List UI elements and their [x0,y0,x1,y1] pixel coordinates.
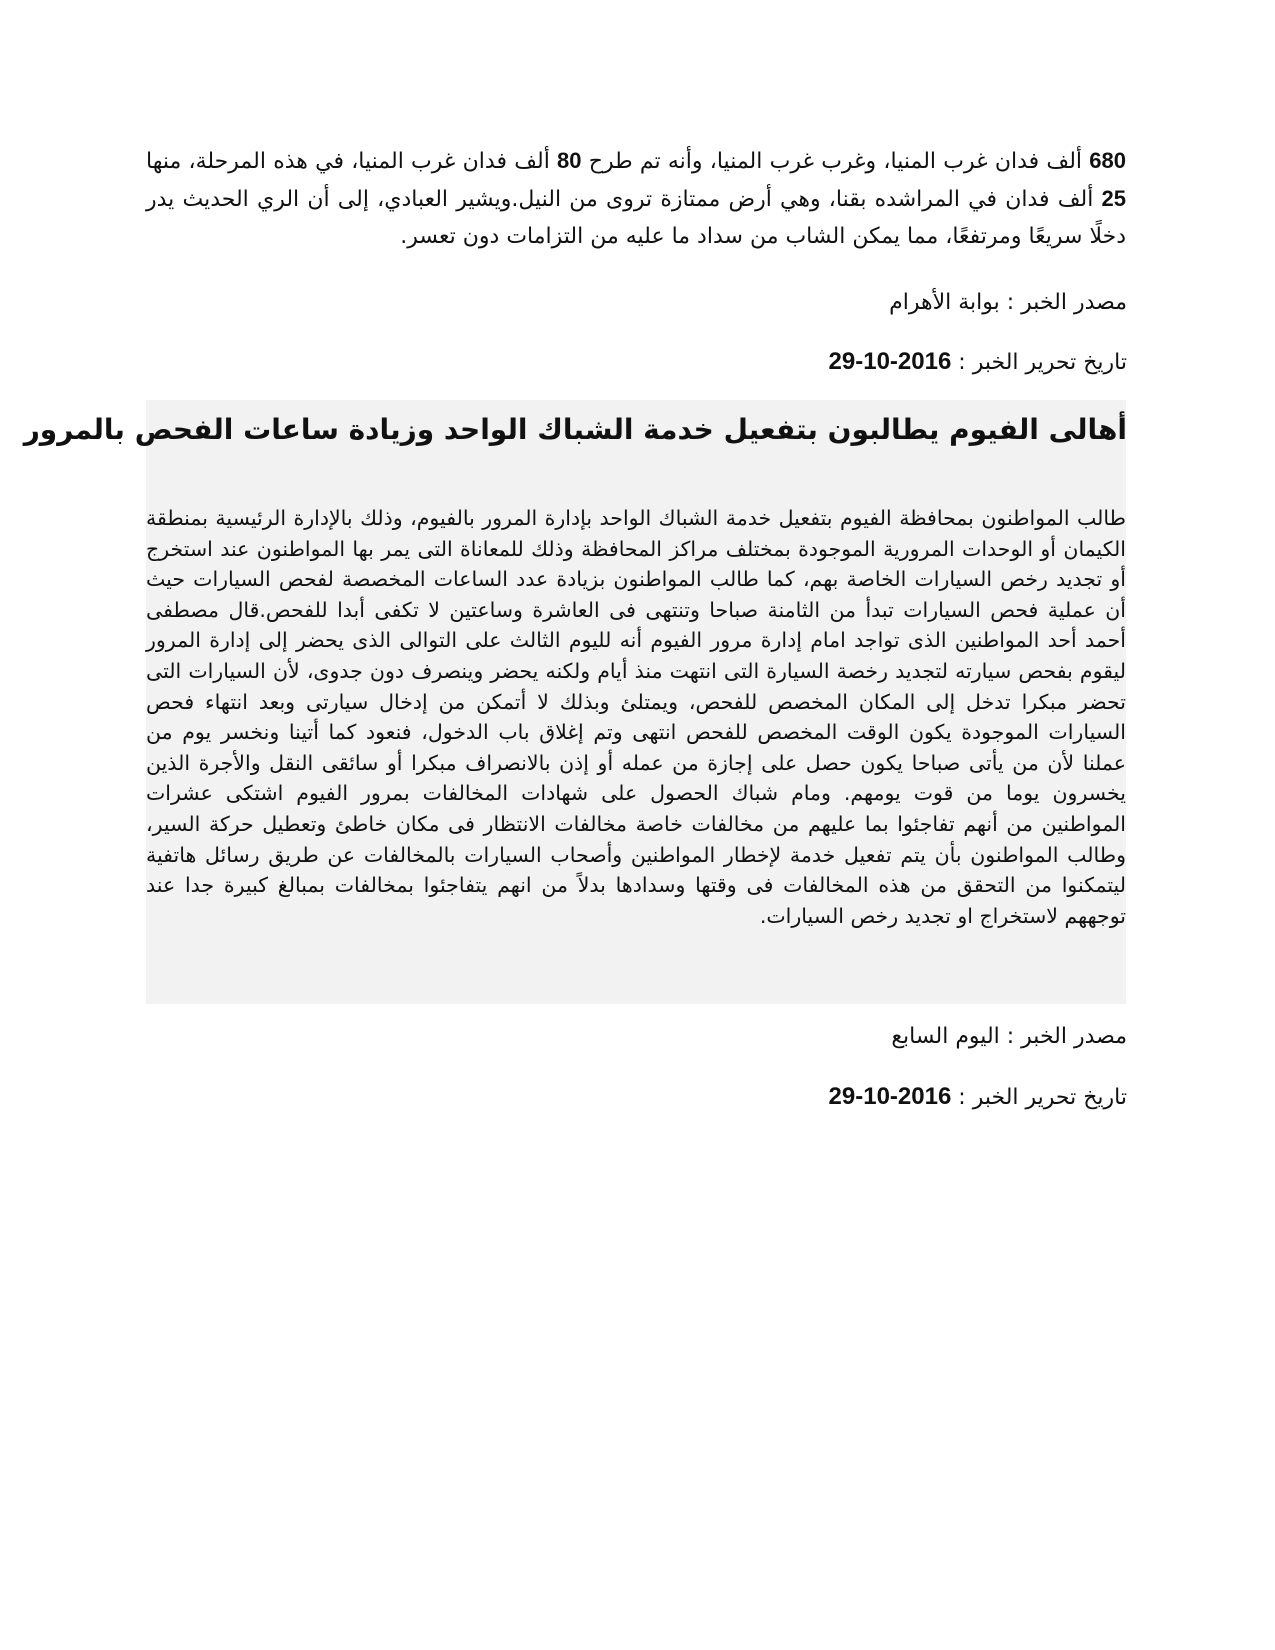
article2-headline: أهالى الفيوم يطالبون بتفعيل خدمة الشباك الواحد وزيادة ساعات الفحص بالمرور [23,413,1127,446]
date-value: 2016-10-29 [828,348,952,375]
source-label: مصدر الخبر : [999,1024,1127,1049]
date-label: تاريخ تحرير الخبر : [951,350,1127,375]
date-value: 2016-10-29 [828,1083,952,1110]
article1-date [829,347,1127,378]
article1-number: 680 [1089,148,1126,173]
article1-number: 80 [557,148,582,173]
article2-source [891,1022,1127,1052]
source-label: مصدر الخبر : [999,290,1127,315]
source-value: اليوم السابع [891,1024,1000,1049]
article1-number: 25 [1101,186,1126,211]
source-value: بوابة الأهرام [889,290,1000,315]
date-label: تاريخ تحرير الخبر : [951,1085,1127,1110]
article2-body: طالب المواطنون بمحافظة الفيوم بتفعيل خدمة الشباك الواحد بإدارة المرور بالفيوم، وذلك بالإدارة الرئيسية بمنطقة الكيمان أو الوحدات المرورية الموجودة بمختلف مراكز المحافظة وذلك للمعاناة التى يمر بها المواطنون عند استخرج أو تجديد رخص السيارات الخاصة بهم، كما طالب المواطنون بزيادة عدد الساعات المخصصة لفحص السيارات حيث أن عملية فحص السيارات تبدأ من الثامنة صباحا وتنتهى فى العاشرة وساعتين لا تكفى أبدا للفحص.قال مصطفى أحمد أحد المواطنين الذى تواجد امام إدارة مرور الفيوم أنه لليوم الثالث على التوالى الذى يحضر إلى إدارة المرور ليقوم بفحص سيارته لتجديد رخصة السيارة التى انتهت منذ أيام ولكنه يحضر وينصرف دون جدوى، لأن السيارات التى تحضر مبكرا تدخل إلى المكان المخصص للفحص، ويمتلئ وبذلك لا أتمكن من إدخال سيارتى وبعد انتهاء فحص السيارات الموجودة يكون الوقت المخصص للفحص انتهى وتم إغلاق باب الدخول، فنعود كما أتينا ونخسر يوم من عملنا لأن من يأتى صباحا يكون حصل على إجازة من عمله أو إذن بالانصراف مبكرا أو سائقى النقل والأجرة الذين يخسرون يوما من قوت يومهم. ومام شباك الحصول على شهادات المخالفات بمرور الفيوم اشتكى عشرات المواطنين من أنهم تفاجئوا بما عليهم من مخالفات خاصة مخالفات الانتظار فى مكان خاطئ وتعطيل حركة السير، وطالب المواطنون بأن يتم تفعيل خدمة لإخطار المواطنين وأصحاب السيارات بالمخالفات عن طريق رسائل هاتفية ليتمكنوا من التحقق من هذه المخالفات فى وقتها وسدادها بدلاً من انهم يتفاجئوا بمخالفات بمبالغ كبيرة جدا عند توجههم لاستخراج او تجديد رخص السيارات. [146,506,1126,928]
article1-source [889,288,1127,318]
article1-text: ألف فدان في المراشده بقنا، وهي أرض ممتازة تروى من النيل.ويشير العبادي، إلى أن الري الحديث يدر دخلًا سريعًا ومرتفعًا، مما يمكن الشاب من سداد ما عليه من التزامات دون تعسر. [146,187,1126,249]
article1-paragraph [146,142,1126,255]
article2-date [829,1082,1127,1113]
article1-text: ألف فدان غرب المنيا، في هذه المرحلة، منها [146,149,558,174]
article1-text: ألف فدان غرب المنيا، وغرب غرب المنيا، وأنه تم طرح [581,149,1090,174]
